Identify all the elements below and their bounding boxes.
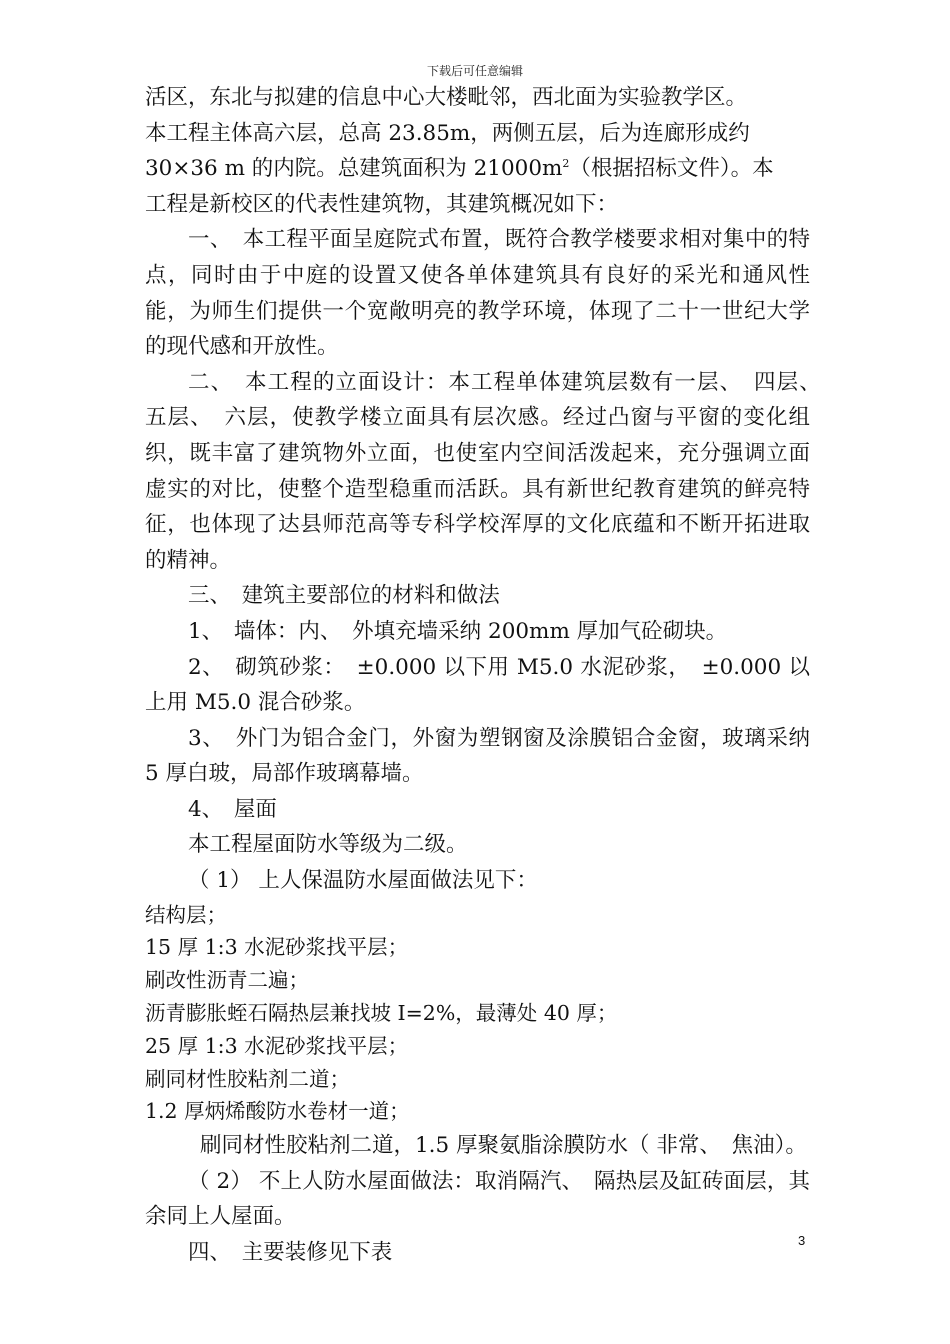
section-4-heading: 四、 主要装修见下表	[188, 1240, 393, 1266]
item-1-paragraph: 1、 墙体：内、 外填充墙采纳 200mm 厚加气砼砌块。	[188, 618, 728, 644]
document-body	[145, 80, 832, 1271]
roof-layer-last: 刷同材性胶粘剂二道，1.5 厚聚氨脂涂膜防水（ 非常、 焦油）。	[200, 1133, 807, 1159]
area-text: 30×36 m 的内院。总建筑面积为 21000m	[145, 156, 563, 182]
item-4-heading: 4、 屋面	[188, 796, 277, 822]
section-3-heading: 三、 建筑主要部位的材料和做法	[188, 583, 500, 609]
area-tail: （根据招标文件）。本	[569, 156, 774, 182]
roof-2-paragraph: （ 2） 不上人防水屋面做法：取消隔汽、 隔热层及缸砖面层，其余同上人屋面。	[145, 1168, 810, 1230]
roof-layer-6: 刷同材性胶粘剂二道；	[145, 1066, 350, 1091]
roof-layer-7: 1.2 厚炳烯酸防水卷材一道；	[145, 1099, 410, 1124]
section-2-paragraph: 二、 本工程的立面设计：本工程单体建筑层数有一层、 四层、 五层、 六层，使教学楼立面具有层次感。经过凸窗与平窗的变化组织，既丰富了建筑物外立面，也使室内空间活泼起来，充分强调立面虚实的对比，使整个造型稳重而活跃。具有新世纪教育建筑的鲜亮特征，也体现了达县师范高等专科学校浑厚的文化底蕴和不断开拓进取的精神。	[145, 369, 832, 573]
area-superscript: 2	[562, 157, 570, 171]
roof-grade-text: 本工程屋面防水等级为二级。	[188, 832, 468, 858]
roof-layer-5: 25 厚 1:3 水泥砂浆找平层；	[145, 1033, 409, 1058]
item-2-paragraph: 2、 砌筑砂浆： ±0.000 以下用 M5.0 水泥砂浆， ±0.000 以上用 M5.0 混合砂浆。	[145, 654, 810, 716]
page-header-note: 下载后可任意编辑	[426, 64, 523, 78]
roof-layer-2: 15 厚 1:3 水泥砂浆找平层；	[145, 935, 409, 960]
text-line-4: 工程是新校区的代表性建筑物，其建筑概况如下：	[145, 191, 619, 217]
text-line-3	[145, 151, 810, 187]
roof-layer-1: 结构层；	[145, 902, 227, 927]
roof-1-title: （ 1） 上人保温防水屋面做法见下：	[188, 868, 538, 894]
section-1-paragraph: 一、 本工程平面呈庭院式布置，既符合教学楼要求相对集中的特点，同时由于中庭的设置又使各单体建筑具有良好的采光和通风性能，为师生们提供一个宽敞明亮的教学环境，体现了二十一世纪大学的现代感和开放性。	[145, 227, 810, 360]
text-line-2: 本工程主体高六层，总高 23.85m，两侧五层，后为连廊形成约	[145, 120, 750, 146]
page-number: 3	[798, 1233, 806, 1248]
roof-layer-3: 刷改性沥青二遍；	[145, 968, 309, 993]
roof-layer-4: 沥青膨胀蛭石隔热层兼找坡 I=2%，最薄处 40 厚；	[145, 1001, 618, 1026]
text-line-1: 活区，东北与拟建的信息中心大楼毗邻，西北面为实验教学区。	[145, 85, 748, 110]
item-3-paragraph: 3、 外门为铝合金门，外窗为塑钢窗及涂膜铝合金窗，玻璃采纳 5 厚白玻，局部作玻璃幕墙。	[145, 725, 810, 787]
